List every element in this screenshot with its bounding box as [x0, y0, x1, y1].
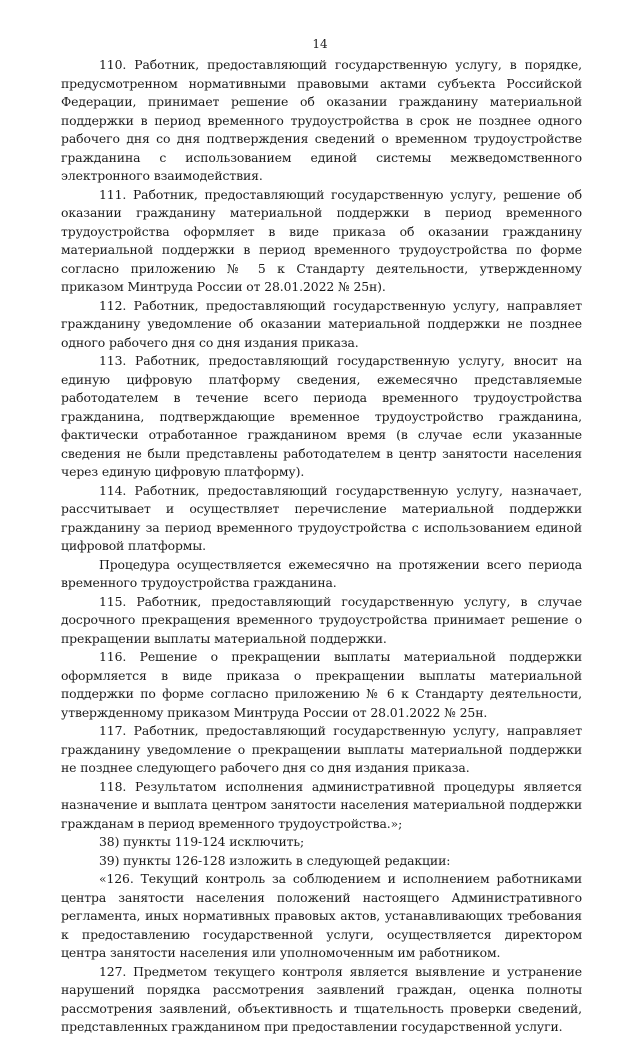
- paragraph-116: 116. Решение о прекращении выплаты материальной поддержки оформляется в виде приказа о прекращении выплаты материальной поддержки по форме согласно приложению № 6 к Стандарту деятельности, утвержденному приказом Минтруда России от 28.01.2022 № 25н.: [61, 649, 582, 720]
- document-body: [61, 56, 582, 1037]
- paragraph-110: 110. Работник, предоставляющий государственную услугу, в порядке, предусмотренном нормативными правовыми актами субъекта Российской Федерации, принимает решение об оказании гражданину материальной поддержки в период временного трудоустройства в срок не позднее одного рабочего дня со дня подтверждения сведений о временном трудоустройстве гражданина с использованием единой системы межведомственного электронного взаимодействия.: [61, 57, 582, 183]
- paragraph-113: 113. Работник, предоставляющий государственную услугу, вносит на единую цифровую платформу сведения, ежемесячно представляемые работодателем в течение всего периода временного трудоустройства гражданина, подтверждающие временное трудоустройство гражданина, фактически отработанное гражданином время (в случае если указанные сведения не были представлены работодателем в центр занятости населения через единую цифровую платформу).: [61, 353, 582, 479]
- page-number: 14: [312, 37, 328, 51]
- paragraph-112: 112. Работник, предоставляющий государственную услугу, направляет гражданину уведомление об оказании материальной поддержки не позднее одного рабочего дня со дня издания приказа.: [61, 297, 582, 350]
- paragraph-118: 118. Результатом исполнения административной процедуры является назначение и выплата центром занятости населения материальной поддержки гражданам в период временного трудоустройства.»;: [61, 778, 582, 831]
- paragraph-115: 115. Работник, предоставляющий государственную услугу, в случае досрочного прекращения временного трудоустройства принимает решение о прекращении выплаты материальной поддержки.: [61, 593, 582, 646]
- amendment-item-38: 38) пункты 119-124 исключить;: [99, 834, 305, 849]
- amendment-item-39: 39) пункты 126-128 изложить в следующей редакции:: [99, 852, 451, 868]
- paragraph-117: 117. Работник, предоставляющий государственную услугу, направляет гражданину уведомление о прекращении выплаты материальной поддержки не позднее следующего рабочего дня со дня издания приказа.: [61, 723, 582, 775]
- paragraph-114-procedure: Процедура осуществляется ежемесячно на протяжении всего периода временного трудоустройства гражданина.: [61, 556, 582, 590]
- paragraph-114: 114. Работник, предоставляющий государственную услугу, назначает, рассчитывает и осуществляет перечисление материальной поддержки гражданину за период временного трудоустройства с использованием единой цифровой платформы.: [61, 482, 582, 553]
- paragraph-111: 111. Работник, предоставляющий государственную услугу, решение об оказании гражданину материальной поддержки в период временного трудоустройства оформляет в виде приказа об оказании гражданину материальной поддержки в период временного трудоустройства по форме согласно приложению № 5 к Стандарту деятельности, утвержденному приказом Минтруда России от 28.01.2022 № 25н).: [61, 186, 582, 294]
- paragraph-126: «126. Текущий контроль за соблюдением и исполнением работниками центра занятости населения положений настоящего Административного регламента, иных нормативных правовых актов, устанавливающих требования к предоставлению государственной услуги, осуществляется директором центра занятости населения или уполномоченным им работником.: [61, 871, 582, 960]
- paragraph-127: 127. Предметом текущего контроля является выявление и устранение нарушений порядка рассмотрения заявлений граждан, оценка полноты рассмотрения заявлений, объективность и тщательность проверки сведений, представленных гражданином при предоставлении государственной услуги.: [61, 963, 582, 1034]
